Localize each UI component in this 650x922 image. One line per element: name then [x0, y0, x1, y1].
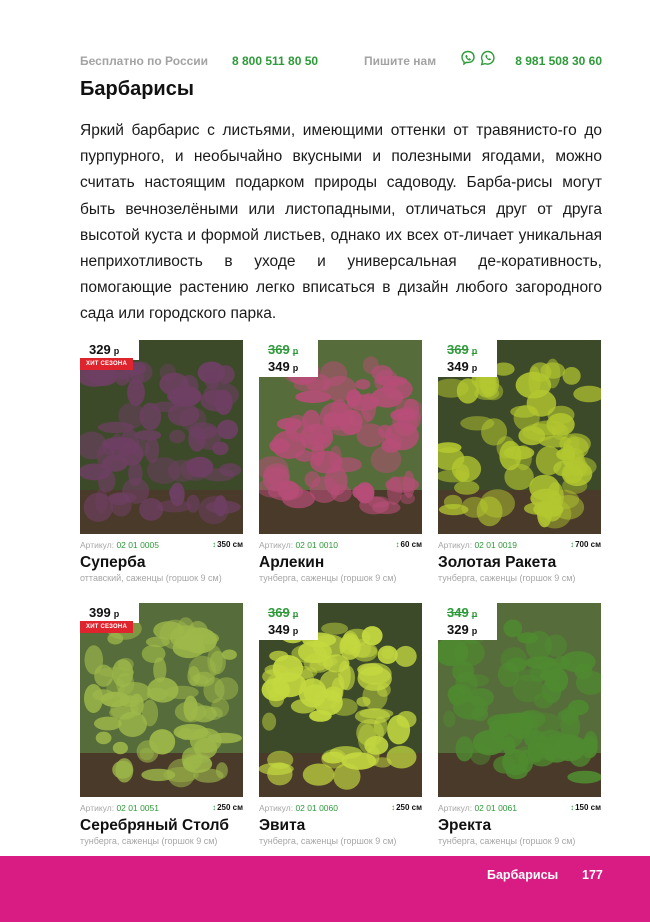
- write-us-label: Пишите нам: [364, 54, 437, 68]
- product-meta: [80, 803, 243, 817]
- current-price: 329 р: [89, 342, 120, 357]
- product-photo: [438, 603, 601, 797]
- current-price: 349 р: [268, 359, 299, 374]
- messenger-phone-number[interactable]: 8 981 508 30 60: [515, 54, 602, 68]
- product-name[interactable]: Арлекин: [259, 554, 325, 571]
- price-box: [259, 603, 318, 640]
- article-label: Артикул:: [80, 803, 115, 813]
- product-card[interactable]: [438, 603, 601, 847]
- price-box: [438, 603, 497, 640]
- product-meta: [80, 540, 243, 554]
- page-title: Барбарисы: [80, 78, 194, 100]
- article-number: 02 01 0005: [116, 540, 159, 550]
- page-footer: [0, 856, 650, 922]
- product-meta: [259, 540, 422, 554]
- product-card[interactable]: [80, 340, 243, 584]
- article-number: 02 01 0051: [116, 803, 159, 813]
- product-name[interactable]: Суперба: [80, 554, 146, 571]
- article-number: 02 01 0060: [295, 803, 338, 813]
- price-box: [80, 603, 139, 623]
- price-box: [438, 340, 497, 377]
- current-price: 329 р: [447, 622, 478, 637]
- plant-height: ↕250 см: [391, 803, 422, 812]
- product-description: тунберга, саженцы (горшок 9 см): [438, 573, 576, 583]
- old-price: 369 р: [268, 342, 299, 357]
- product-description: тунберга, саженцы (горшок 9 см): [438, 836, 576, 846]
- plant-height: ↕700 см: [570, 540, 601, 549]
- article-number: 02 01 0010: [295, 540, 338, 550]
- plant-height: ↕250 см: [212, 803, 243, 812]
- product-photo: [80, 340, 243, 534]
- article-number: 02 01 0061: [474, 803, 517, 813]
- product-photo: [438, 340, 601, 534]
- height-arrow-icon: ↕: [570, 540, 575, 549]
- article-label: Артикул:: [438, 540, 473, 550]
- old-price: 369 р: [268, 605, 299, 620]
- product-card[interactable]: [80, 603, 243, 847]
- messenger-icons: [460, 50, 496, 66]
- old-price: 369 р: [447, 342, 478, 357]
- plant-height: ↕60 см: [395, 540, 422, 549]
- article-label: Артикул:: [259, 540, 294, 550]
- whatsapp-icon[interactable]: [480, 50, 496, 66]
- plant-height: ↕350 см: [212, 540, 243, 549]
- current-price: 399 р: [89, 605, 120, 620]
- product-description: тунберга, саженцы (горшок 9 см): [259, 573, 397, 583]
- product-name[interactable]: Серебряный Столб: [80, 817, 229, 834]
- current-price: 349 р: [447, 359, 478, 374]
- free-phone-number[interactable]: 8 800 511 80 50: [232, 54, 319, 68]
- height-arrow-icon: ↕: [391, 803, 396, 812]
- product-name[interactable]: Эвита: [259, 817, 306, 834]
- page-number: 177: [582, 868, 603, 882]
- old-price: 349 р: [447, 605, 478, 620]
- product-meta: [438, 540, 601, 554]
- hit-season-badge: ХИТ СЕЗОНА: [80, 621, 133, 633]
- price-box: [80, 340, 139, 360]
- plant-height: ↕150 см: [570, 803, 601, 812]
- product-name[interactable]: Эректа: [438, 817, 492, 834]
- product-name[interactable]: Золотая Ракета: [438, 554, 557, 571]
- product-meta: [438, 803, 601, 817]
- contact-bar: [80, 52, 602, 70]
- product-meta: [259, 803, 422, 817]
- height-arrow-icon: ↕: [570, 803, 575, 812]
- product-card[interactable]: [259, 603, 422, 847]
- article-number: 02 01 0019: [474, 540, 517, 550]
- current-price: 349 р: [268, 622, 299, 637]
- article-label: Артикул:: [80, 540, 115, 550]
- intro-paragraph: Яркий барбарис с листьями, имеющими оттенки от травянисто-го до пурпурного, и необычайно вкусными и полезными ягодами, можно считать настоящим подарком природы садоводу. Барба-рисы могут быть вечнозелёными или листопадными, отличаться друг от друга высотой куста и формой листьев, однако их всех от-личает уникальная неприхотливость в уходе и универсальная де-коративность, помогающие растению легко вписаться в дизайн любого загородного сада или городского парка.: [80, 122, 602, 323]
- hit-season-badge: ХИТ СЕЗОНА: [80, 358, 133, 370]
- price-box: [259, 340, 318, 377]
- product-photo: [80, 603, 243, 797]
- height-arrow-icon: ↕: [212, 540, 217, 549]
- footer-section-title: Барбарисы: [487, 868, 559, 882]
- product-photo: [259, 340, 422, 534]
- free-call-label: Бесплатно по России: [80, 54, 209, 68]
- product-card[interactable]: [259, 340, 422, 584]
- product-description: тунберга, саженцы (горшок 9 см): [259, 836, 397, 846]
- article-label: Артикул:: [438, 803, 473, 813]
- product-description: тунберга, саженцы (горшок 9 см): [80, 836, 218, 846]
- height-arrow-icon: ↕: [212, 803, 217, 812]
- product-description: оттавский, саженцы (горшок 9 см): [80, 573, 222, 583]
- viber-icon[interactable]: [460, 50, 476, 66]
- height-arrow-icon: ↕: [395, 540, 400, 549]
- article-label: Артикул:: [259, 803, 294, 813]
- product-photo: [259, 603, 422, 797]
- product-card[interactable]: [438, 340, 601, 584]
